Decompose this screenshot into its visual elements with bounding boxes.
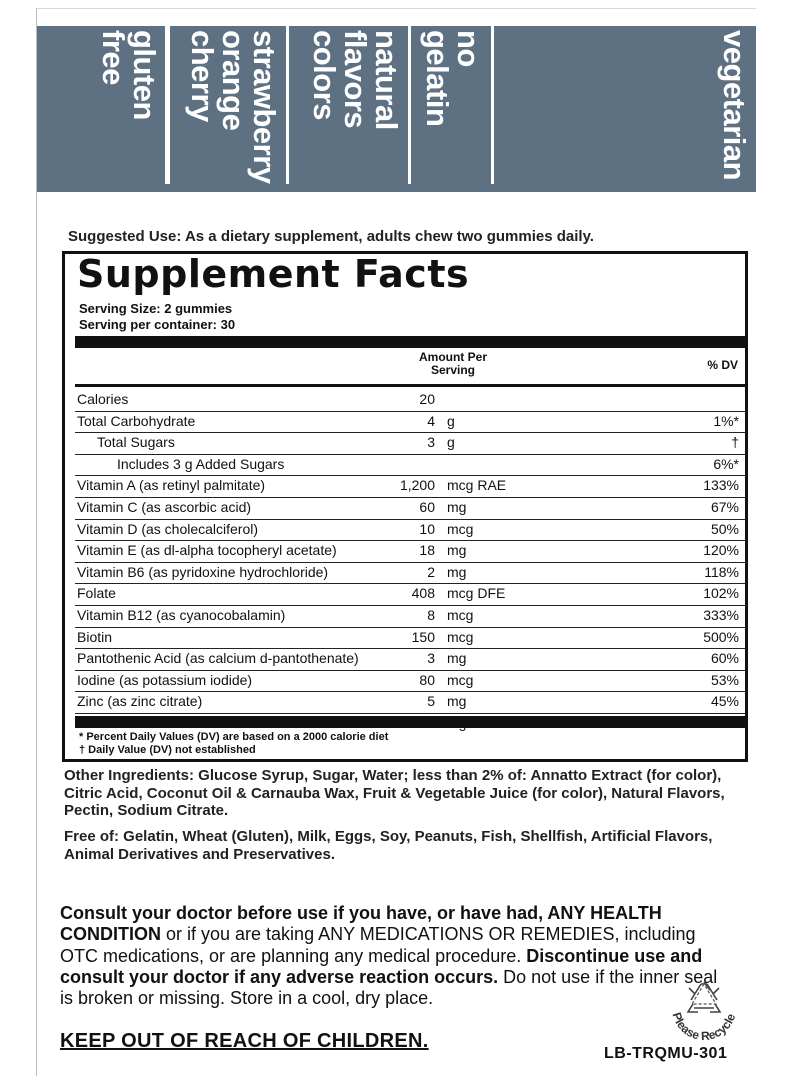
nutrient-unit: mg <box>447 498 467 515</box>
nutrient-name: Biotin <box>77 628 113 645</box>
nutrient-unit: mg <box>447 563 467 580</box>
nutrient-name: Pantothenic Acid (as calcium d-pantothenate) <box>77 650 359 667</box>
nutrient-unit: mg <box>447 542 467 559</box>
footnote-percent-dv: * Percent Daily Values (DV) are based on a 2000 calorie diet <box>79 731 389 743</box>
nutrient-dv: 120% <box>703 542 739 559</box>
badge-separator <box>286 26 289 184</box>
nutrient-name: Iodine (as potassium iodide) <box>77 671 253 688</box>
header-amount-per-serving: Amount Per Serving <box>418 350 487 377</box>
nutrient-amount: 8 <box>427 606 435 623</box>
nutrient-name: Vitamin A (as retinyl palmitate) <box>77 477 266 494</box>
nutrient-dv: 45% <box>710 693 739 710</box>
nutrient-row <box>75 520 745 542</box>
badge-label: gluten free <box>96 30 162 120</box>
nutrient-name: Vitamin E (as dl-alpha tocopheryl acetate) <box>77 542 337 559</box>
header-percent-dv: % DV <box>707 358 738 372</box>
servings-per-container: Serving per container: 30 <box>79 317 236 332</box>
nutrient-amount: 20 <box>419 391 435 407</box>
recycle-icon <box>664 978 744 1050</box>
nutrient-row <box>75 563 745 585</box>
badge-vegetarian <box>494 26 756 186</box>
nutrient-name: Zinc (as zinc citrate) <box>77 693 203 710</box>
nutrient-unit: mcg <box>447 606 474 623</box>
footnote-dv-not-established: † Daily Value (DV) not established <box>79 744 256 756</box>
nutrient-name: Vitamin C (as ascorbic acid) <box>77 498 252 515</box>
nutrient-dv: † <box>731 434 739 451</box>
nutrient-unit: mcg DFE <box>447 585 506 602</box>
badge-separator <box>491 26 494 184</box>
nutrient-row <box>75 455 745 477</box>
warning-consult: Consult your doctor before use if you have, or have had, ANY HEALTH CONDITION <box>60 903 662 945</box>
badge-separator <box>408 26 411 184</box>
nutrient-row <box>75 433 745 455</box>
nutrient-amount: 3 <box>427 650 435 667</box>
nutrient-unit: g <box>447 412 455 429</box>
nutrient-dv: 67% <box>710 498 739 515</box>
nutrient-table <box>75 390 745 735</box>
nutrient-amount: 2 <box>427 563 435 580</box>
nutrient-dv: 118% <box>704 563 739 580</box>
nutrient-name: Total Sugars <box>97 434 175 451</box>
facts-title: Supplement Facts <box>77 252 470 296</box>
nutrient-amount: 4 <box>427 412 435 429</box>
nutrient-amount: 10 <box>419 520 435 537</box>
nutrient-dv: 1%* <box>713 412 739 429</box>
nutrient-row <box>75 498 745 520</box>
suggested-use: Suggested Use: As a dietary supplement, adults chew two gummies daily. <box>68 228 594 245</box>
nutrient-unit: mcg RAE <box>447 477 507 494</box>
badge-no-gelatin <box>411 26 490 186</box>
badge-label: strawberry orange cherry <box>185 30 282 184</box>
nutrient-dv: 133% <box>703 477 739 494</box>
nutrient-unit: mcg <box>447 520 474 537</box>
nutrient-unit: mcg <box>447 671 474 688</box>
feature-banner <box>37 26 756 192</box>
serving-info <box>79 301 235 333</box>
nutrient-row <box>75 606 745 628</box>
nutrient-name: Total Carbohydrate <box>77 412 196 429</box>
nutrient-dv: 333% <box>703 606 739 623</box>
nutrient-row <box>75 584 745 606</box>
nutrient-name: Folate <box>77 585 116 602</box>
recycle-label: Please Recycle <box>669 1010 739 1044</box>
nutrient-name: Includes 3 g Added Sugars <box>117 455 285 472</box>
product-code: LB-TRQMU-301 <box>604 1045 728 1062</box>
warning-text <box>60 903 720 1009</box>
nutrient-amount: 150 <box>411 628 435 645</box>
nutrient-dv: 50% <box>710 520 739 537</box>
nutrient-dv: 6%* <box>713 455 739 472</box>
nutrient-row <box>75 649 745 671</box>
nutrient-amount: 408 <box>411 585 435 602</box>
nutrient-dv: 102% <box>703 585 739 602</box>
nutrient-unit: mg <box>447 693 467 710</box>
nutrient-row <box>75 692 745 714</box>
warning-discontinue: Discontinue use and consult your doctor if any adverse reaction occurs. <box>60 945 703 987</box>
nutrient-row <box>75 671 745 693</box>
nutrient-amount: 18 <box>419 542 435 559</box>
nutrient-amount: 5 <box>427 693 435 710</box>
nutrient-dv: 60% <box>710 650 739 667</box>
facts-thick-divider-bottom <box>75 716 745 728</box>
nutrient-name: Calories <box>77 391 129 407</box>
nutrient-amount: 60 <box>419 498 435 515</box>
nutrient-row <box>75 628 745 650</box>
nutrient-name: Vitamin B6 (as pyridoxine hydrochloride) <box>77 563 329 580</box>
page-top-rule <box>36 8 756 9</box>
nutrient-amount: 3 <box>427 434 435 451</box>
badge-label: vegetarian <box>717 30 752 181</box>
nutrient-amount: 80 <box>419 671 435 688</box>
facts-footnotes <box>79 731 388 757</box>
nutrient-row <box>75 390 745 412</box>
nutrient-amount: 1,200 <box>399 477 435 494</box>
badge-flavors <box>170 26 286 186</box>
other-ingredients: Other Ingredients: Glucose Syrup, Sugar, Water; less than 2% of: Annatto Extract (for color), Citric Acid, Coconut Oil & Carnauba Wax, Fruit & Vegetable Juice (for color), Natural Flavors, Pectin, Sodium Citrate. <box>64 767 725 819</box>
warning-storage: Do not use if the inner seal is broken or missing. Store in a cool, dry place. <box>60 966 718 1009</box>
nutrient-unit: g <box>447 434 455 451</box>
nutrient-row <box>75 476 745 498</box>
warning-medications: or if you are taking ANY MEDICATIONS OR REMEDIES, including OTC medications, or are planning any medical procedure. <box>60 924 696 966</box>
supplement-facts-panel <box>62 251 748 762</box>
badge-gluten-free <box>89 26 166 186</box>
badge-natural-colors <box>289 26 408 186</box>
badge-label: natural flavors colors <box>307 30 404 130</box>
nutrient-row <box>75 541 745 563</box>
badge-separator <box>165 26 168 184</box>
badge-label: no gelatin <box>420 30 486 127</box>
nutrient-dv: 53% <box>710 671 739 688</box>
nutrient-unit: mg <box>447 650 467 667</box>
keep-out-of-reach: KEEP OUT OF REACH OF CHILDREN. <box>60 1030 429 1052</box>
nutrient-name: Vitamin B12 (as cyanocobalamin) <box>77 606 286 623</box>
nutrient-row <box>75 412 745 434</box>
nutrient-unit: mcg <box>447 628 474 645</box>
nutrient-dv: 500% <box>703 628 739 645</box>
facts-header-divider <box>75 384 745 387</box>
nutrient-name: Vitamin D (as cholecalciferol) <box>77 520 259 537</box>
serving-size: Serving Size: 2 gummies <box>79 301 233 316</box>
facts-thick-divider-top <box>75 336 745 348</box>
free-of-list: Free of: Gelatin, Wheat (Gluten), Milk, Eggs, Soy, Peanuts, Fish, Shellfish, Artificial Flavors, Animal Derivatives and Preservatives. <box>64 828 713 863</box>
svg-text:Please Recycle <box>669 1011 738 1044</box>
